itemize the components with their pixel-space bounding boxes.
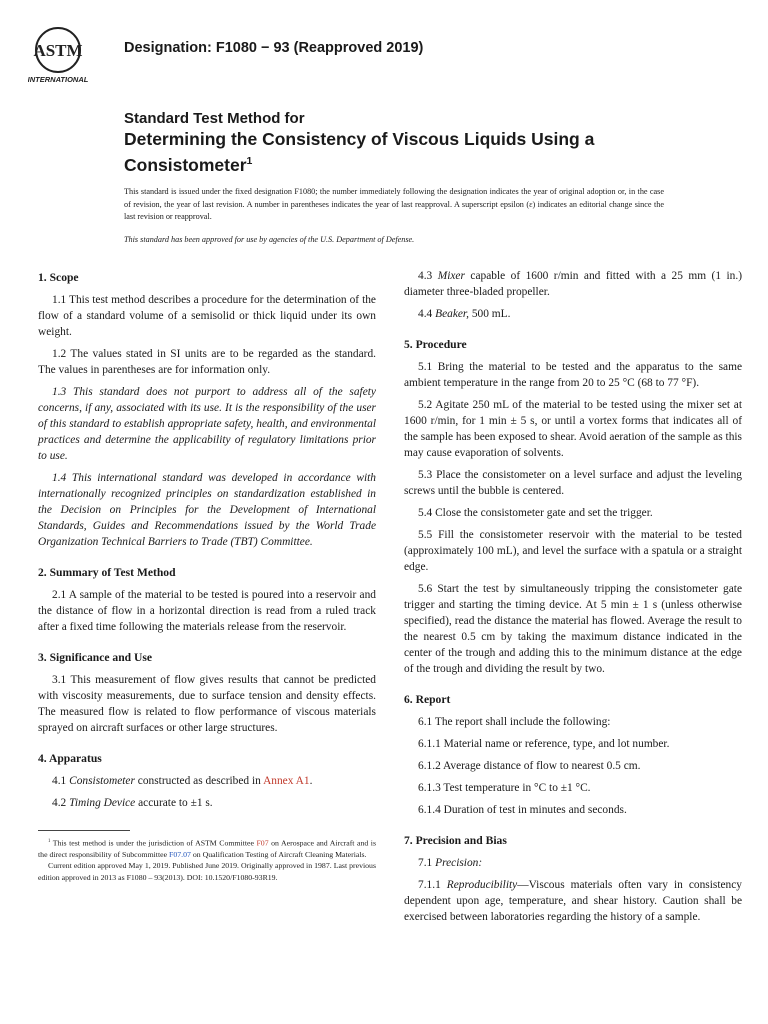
section-heading-summary: 2. Summary of Test Method [38, 566, 176, 579]
paragraph-5-4: 5.4 Close the consistometer gate and set the trigger. [418, 507, 653, 519]
document-title [124, 109, 724, 176]
paragraph-4-3-text: capable of 1600 r/min and fitted with a 25 mm (1 in.) diameter three-bladed propeller. [404, 270, 742, 298]
standard-notice: This standard is issued under the fixed designation F1080; the number immediately following the designation indicates the year of original adoption or, in the case of revision, the year of last revision. A number in parentheses indicates the year of last reapproval. A superscript epsilon (ε) indicates an editorial change since the last revision or reapproval. [124, 187, 664, 221]
paragraph-7-1-1 [404, 877, 742, 925]
paragraph-6-1-1: 6.1.1 Material name or reference, type, and lot number. [418, 738, 670, 750]
right-column [404, 268, 742, 931]
astm-logo-icon [28, 24, 120, 86]
footnote-text-a: This test method is under the jurisdiction of ASTM Committee [52, 838, 254, 848]
paragraph-5-5: 5.5 Fill the consistometer reservoir with the material to be tested (approximately 100 mL), and level the surface with a spatula or a straight edge. [404, 529, 742, 573]
paragraph-7-1 [404, 855, 742, 871]
title-line-3 [124, 150, 724, 176]
paragraph-6-1-2: 6.1.2 Average distance of flow to nearest 0.5 cm. [418, 760, 641, 772]
paragraph-6-1-3: 6.1.3 Test temperature in °C to ±1 °C. [418, 782, 591, 794]
left-column [38, 270, 376, 817]
paragraph-7-1-1-text: —Viscous materials often vary in consistency dependent upon age, temperature, and shear history. Caution shall be exercised between laboratories regarding the history of a sample. [404, 879, 742, 923]
term-beaker: Beaker, [435, 308, 469, 320]
title-line-3-text: Consistometer [124, 154, 247, 175]
designation: Designation: F1080 − 93 (Reapproved 2019) [124, 40, 424, 56]
logo-text: ASTM [33, 41, 83, 60]
section-heading-report: 6. Report [404, 693, 451, 706]
paragraph-5-2: 5.2 Agitate 250 mL of the material to be tested using the mixer set at 1600 r/min, for 1 min ± 5 s, or until a vortex forms that indicates all of the sample has been exposed to shear. Avoid aeration of the sample as this may cause evaporation of solvents. [404, 399, 742, 459]
paragraph-5-1: 5.1 Bring the material to be tested and the apparatus to the same ambient temperature in the range from 20 to 25 °C (68 to 77 °F). [404, 361, 742, 389]
footnote-divider [38, 830, 130, 831]
paragraph-1-4: 1.4 This international standard was developed in accordance with internationally recognized principles on standardization established in the Decision on Principles for the Development of International Standards, Guides and Recommendations issued by the World Trade Organization Technical Barriers to Trade (TBT) Committee. [38, 472, 376, 548]
paragraph-4-1-text: constructed as described in [137, 775, 261, 787]
paragraph-4-2 [38, 795, 376, 811]
paragraph-4-2-text: accurate to ±1 s. [138, 797, 213, 809]
footnote-text-b: on Aerospace and Aircraft and is the direct responsibility of Subcommittee [38, 838, 376, 859]
paragraph-5-3: 5.3 Place the consistometer on a level surface and adjust the leveling screws until the bubble is centered. [404, 469, 742, 497]
term-consistometer: Consistometer [69, 775, 135, 787]
section-heading-significance: 3. Significance and Use [38, 651, 153, 664]
title-line-2: Determining the Consistency of Viscous Liquids Using a [124, 129, 595, 149]
page-header [28, 24, 748, 86]
paragraph-4-4 [404, 306, 742, 322]
paragraph-3-1: 3.1 This measurement of flow gives results that cannot be predicted with viscosity measurements, due to surface tension and density effects. The measured flow is related to flow performance of viscous materials sprayed on aircraft surfaces or other large structures. [38, 674, 376, 734]
footnote-edition: Current edition approved May 1, 2019. Published June 2019. Originally approved in 1987. Last previous edition approved in 2013 as F1080 – 93(2013). DOI: 10.1520/F1080-93R19. [38, 861, 376, 882]
paragraph-6-1: 6.1 The report shall include the following: [418, 716, 611, 728]
term-timing-device: Timing Device [69, 797, 136, 809]
paragraph-1-1: 1.1 This test method describes a procedure for the determination of the flow of a standard volume of a semisolid or thick liquid under its own weight. [38, 294, 376, 338]
paragraph-4-1-end: . [309, 775, 313, 787]
term-mixer: Mixer [437, 270, 465, 282]
term-reproducibility: Reproducibility [446, 879, 518, 891]
paragraph-4-3-number: 4.3 [418, 270, 433, 282]
annex-a1-link[interactable]: Annex A1 [263, 775, 310, 787]
paragraph-2-1: 2.1 A sample of the material to be tested is poured into a reservoir and the distance of flow in a horizontal direction is read from a ruled track after a fixed time following the materials release from the reservoir. [38, 589, 376, 633]
paragraph-7-1-number: 7.1 [418, 857, 433, 869]
paragraph-4-3 [404, 268, 742, 300]
paragraph-1-3: 1.3 This standard does not purport to address all of the safety concerns, if any, associated with its use. It is the responsibility of the user of this standard to establish appropriate safety, health, and environmental practices and determine the applicability of regulatory limitations prior to use. [38, 386, 376, 462]
subcommittee-f07-07-link[interactable]: F07.07 [169, 850, 191, 859]
paragraph-6-1-4: 6.1.4 Duration of test in minutes and seconds. [418, 804, 627, 816]
committee-f07-link[interactable]: F07 [256, 838, 269, 848]
logo-subtext: INTERNATIONAL [28, 75, 89, 84]
footnote-mark: 1 [48, 839, 51, 844]
section-heading-precision: 7. Precision and Bias [404, 834, 507, 847]
paragraph-4-2-number: 4.2 [52, 797, 67, 809]
paragraph-1-2: 1.2 The values stated in SI units are to be regarded as the standard. The values in parentheses are for information only. [38, 348, 376, 376]
dod-notice: This standard has been approved for use by agencies of the U.S. Department of Defense. [124, 235, 415, 244]
paragraph-4-4-text: 500 mL. [471, 308, 511, 320]
footnote-1 [38, 836, 376, 860]
paragraph-4-1-number: 4.1 [52, 775, 67, 787]
footnote-text-c: on Qualification Testing of Aircraft Cleaning Materials. [192, 850, 367, 859]
footnote [38, 836, 376, 883]
section-heading-scope: 1. Scope [38, 271, 79, 284]
paragraph-4-4-number: 4.4 [418, 308, 433, 320]
section-heading-apparatus: 4. Apparatus [38, 752, 102, 765]
title-footnote-mark: 1 [246, 155, 253, 167]
paragraph-4-1 [38, 773, 376, 789]
title-line-1: Standard Test Method for [124, 110, 305, 127]
paragraph-7-1-1-number: 7.1.1 [418, 879, 441, 891]
paragraph-5-6: 5.6 Start the test by simultaneously tripping the consistometer gate trigger and starting the timing device. At 5 min ± 1 s (unless otherwise specified), read the distance the material has flowed. Average the result to the nearest 0.5 cm by taking the maximum distance indicated in the center of the trough and adding this to the minimum distance at the edge of the trough and dividing the result by two. [404, 583, 742, 675]
section-heading-procedure: 5. Procedure [404, 338, 467, 351]
term-precision: Precision: [435, 857, 483, 869]
